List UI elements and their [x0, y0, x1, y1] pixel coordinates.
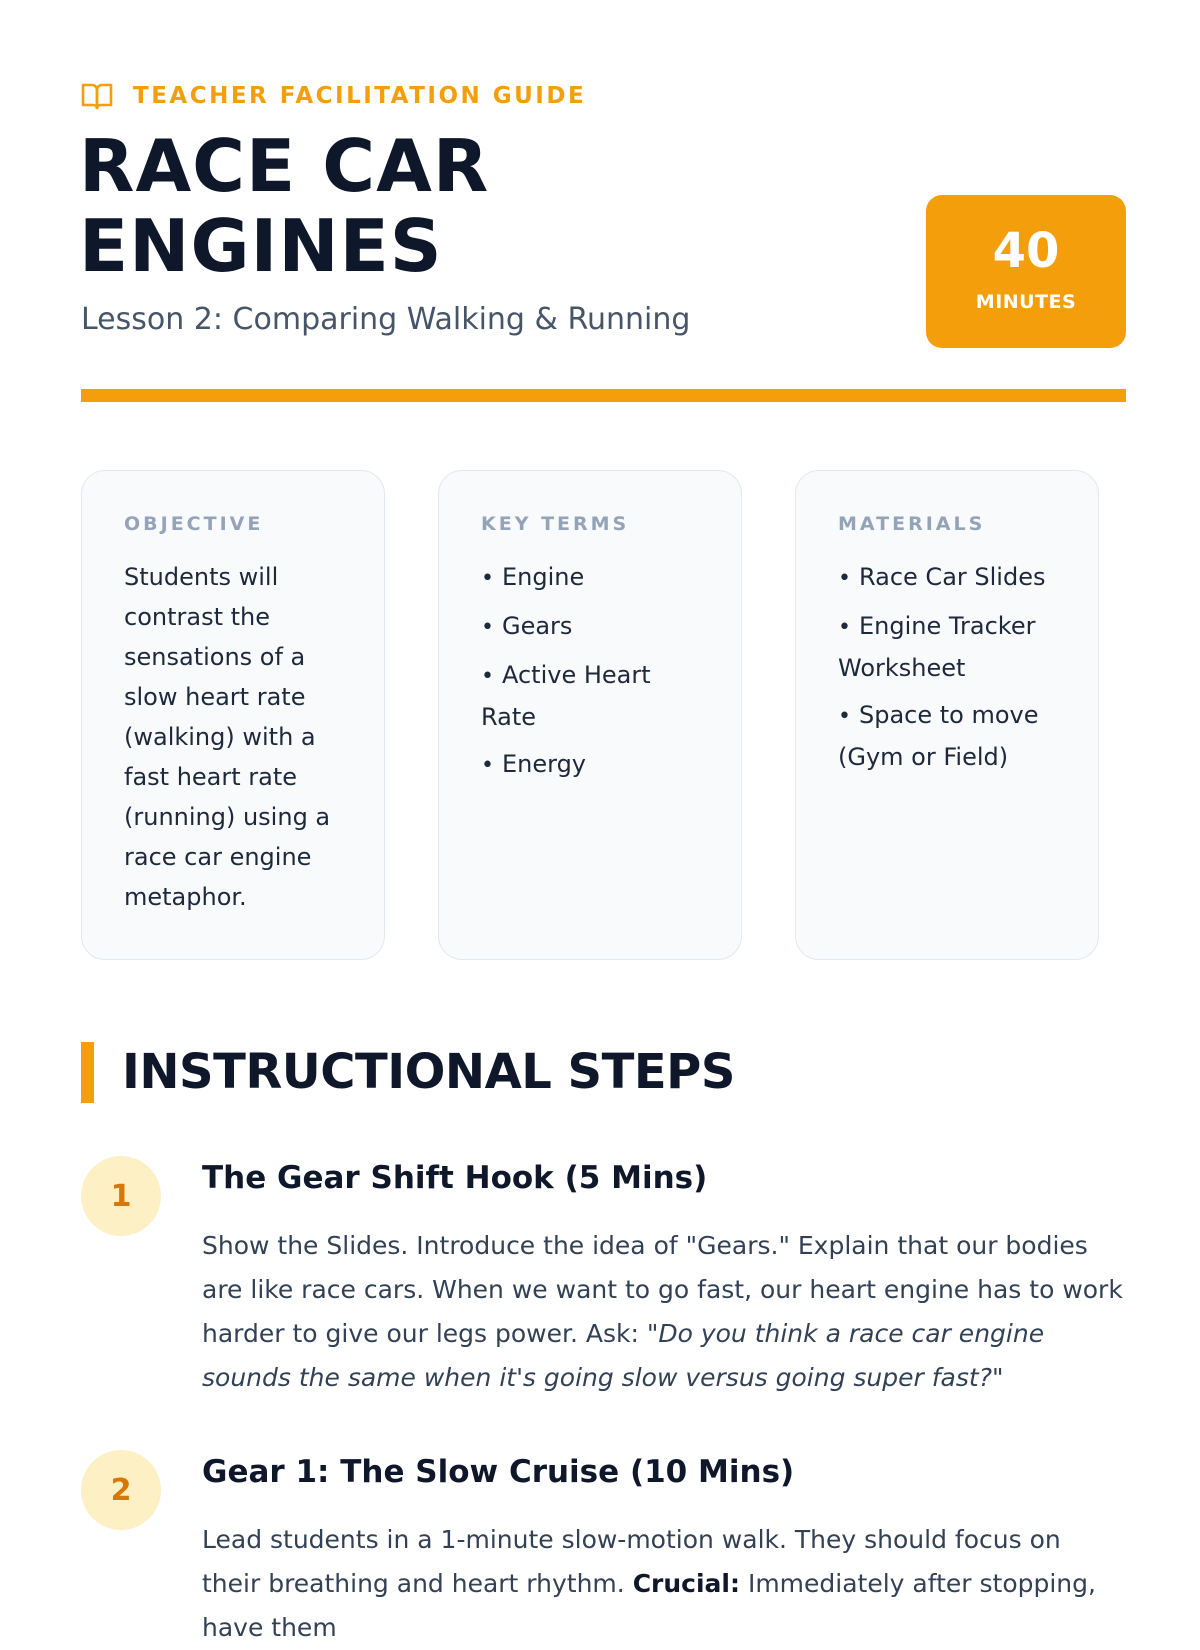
key-terms-card [438, 470, 742, 960]
step-body [202, 1518, 1126, 1650]
step-number-badge: 2 [81, 1450, 161, 1530]
material-item: • Engine Tracker Worksheet [838, 606, 1060, 688]
materials-list [838, 557, 1060, 777]
page-title: RACE CAR ENGINES [79, 124, 490, 288]
material-item: • Space to move (Gym or Field) [838, 695, 1060, 777]
material-item: • Race Car Slides [838, 557, 1060, 599]
eyebrow [81, 80, 586, 112]
key-term-item: • Engine [481, 557, 703, 599]
materials-label: MATERIALS [838, 513, 986, 535]
step-body-text: Show the Slides. Introduce the idea of "Gears." Explain that our bodies are like race cars. When we want to go fast, our heart engine has to work harder to give our legs power. Ask: [202, 1231, 1123, 1348]
duration-value: 40 [992, 223, 1060, 279]
objective-label: OBJECTIVE [124, 513, 264, 535]
duration-badge [926, 195, 1126, 348]
step-body [202, 1224, 1126, 1400]
step-body-text-after: Immediately after stopping, have them [202, 1569, 1096, 1642]
key-term-item: • Active Heart Rate [481, 655, 703, 737]
key-terms-list [481, 557, 703, 786]
materials-card [795, 470, 1099, 960]
section-title: INSTRUCTIONAL STEPS [122, 1044, 735, 1100]
step-body-text: Lead students in a 1-minute slow-motion walk. They should focus on their breathing and heart rhythm. [202, 1525, 1061, 1598]
step-number-badge: 1 [81, 1156, 161, 1236]
step-body-strong: Crucial: [632, 1569, 740, 1598]
section-accent-bar [81, 1042, 94, 1103]
objective-card [81, 470, 385, 960]
step-title: The Gear Shift Hook (5 Mins) [202, 1160, 708, 1196]
key-term-item: • Energy [481, 744, 703, 786]
key-term-item: • Gears [481, 606, 703, 648]
key-terms-label: KEY TERMS [481, 513, 630, 535]
step-body-quote: "Do you think a race car engine sounds the same when it's going slow versus going super fast?" [202, 1319, 1045, 1392]
page-subtitle: Lesson 2: Comparing Walking & Running [81, 302, 691, 337]
step-title: Gear 1: The Slow Cruise (10 Mins) [202, 1454, 795, 1490]
eyebrow-label: TEACHER FACILITATION GUIDE [133, 83, 587, 109]
header-divider [81, 389, 1126, 402]
objective-text: Students will contrast the sensations of a slow heart rate (walking) with a fast heart rate (running) using a race car engine metaphor. [124, 563, 331, 911]
duration-unit: MINUTES [975, 291, 1077, 313]
open-book-icon [81, 81, 113, 111]
